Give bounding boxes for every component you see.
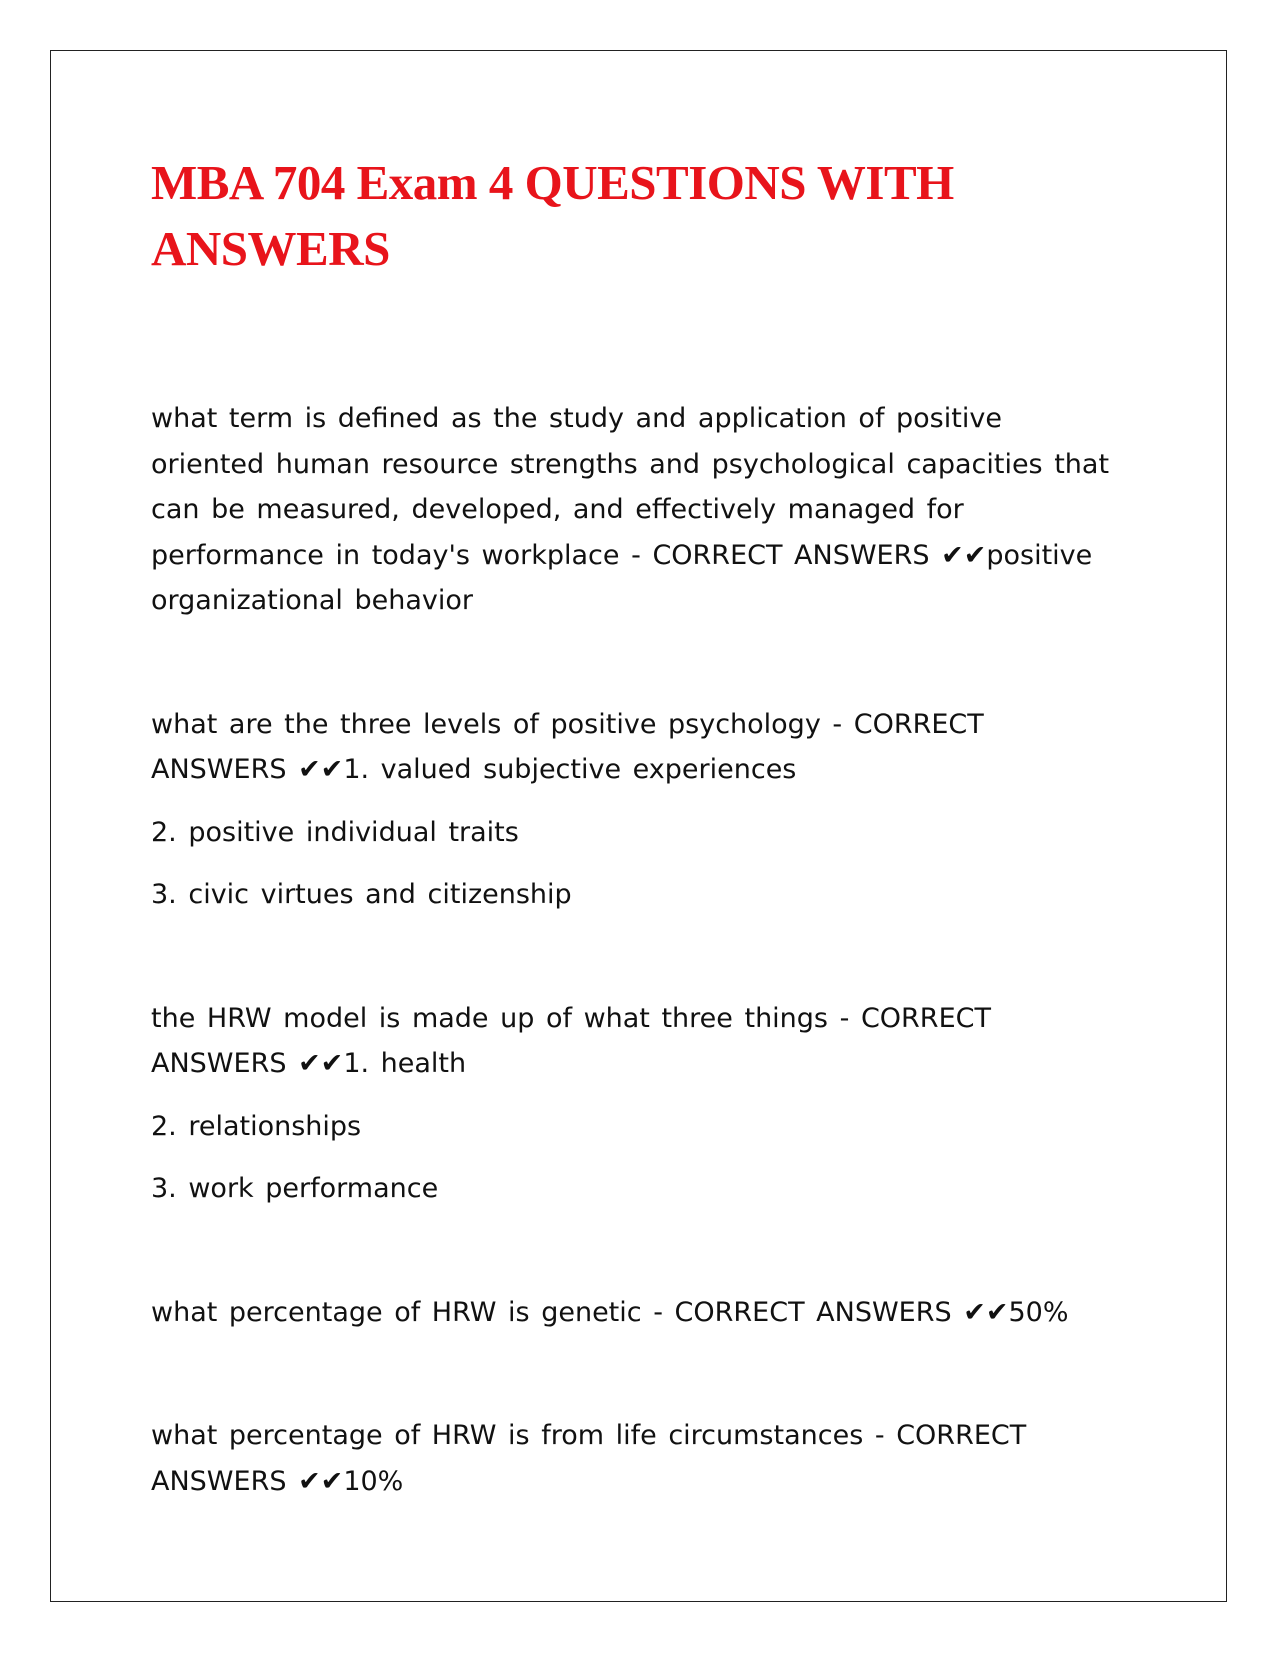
double-check-icon: ✔✔	[298, 1048, 344, 1079]
qa-item	[151, 996, 1117, 1212]
question: what are the three levels of positive psychology	[151, 708, 821, 740]
document-title: MBA 704 Exam 4 QUESTIONS WITH ANSWERS	[151, 155, 954, 276]
question-text: what are the three levels of positive psychology - CORRECT ANSWERS ✔✔1. valued subjective experiences	[151, 708, 984, 785]
answer: positive organizational behavior	[151, 539, 1093, 616]
question: what percentage of HRW is genetic	[151, 1296, 642, 1328]
answer-marker: CORRECT ANSWERS	[151, 1420, 1027, 1497]
answer: 10%	[343, 1465, 404, 1497]
qa-item	[151, 1413, 1117, 1504]
qa-item	[151, 1290, 1117, 1336]
double-check-icon: ✔✔	[941, 539, 987, 571]
double-check-icon: ✔✔	[963, 1296, 1009, 1328]
double-check-icon: ✔✔	[298, 754, 344, 785]
answer-line: 3. work performance	[151, 1173, 439, 1204]
qa-item	[151, 702, 1117, 918]
qa-list	[151, 396, 1117, 1504]
answer: 1. health	[343, 1048, 467, 1079]
question-text: the HRW model is made up of what three things - CORRECT ANSWERS ✔✔1. health	[151, 1002, 991, 1079]
question: what percentage of HRW is from life circumstances	[151, 1420, 864, 1451]
question-text: what percentage of HRW is from life circumstances - CORRECT ANSWERS ✔✔10%	[151, 1420, 1027, 1497]
qa-item	[151, 396, 1117, 624]
answer-marker: CORRECT ANSWERS	[674, 1296, 952, 1328]
answer-marker: CORRECT ANSWERS	[151, 1002, 991, 1079]
double-check-icon: ✔✔	[298, 1465, 344, 1497]
document-content	[151, 150, 1117, 1582]
question-text: what term is defined as the study and application of positive oriented human resource strengths and psychological capacities that can be measured, developed, and effectively managed for performance in today's workplace - CORRECT ANSWERS ✔✔positive organizational behavior	[151, 403, 1110, 616]
question-text: what percentage of HRW is genetic - CORRECT ANSWERS ✔✔50%	[151, 1296, 1069, 1328]
answer-line: 2. relationships	[151, 1110, 362, 1142]
answer-marker: CORRECT ANSWERS	[652, 539, 930, 571]
question: the HRW model is made up of what three things	[151, 1002, 829, 1034]
answer: 1. valued subjective experiences	[343, 754, 797, 785]
question: what term is defined as the study and application of positive oriented human resource strengths and psychological capacities that can be measured, developed, and effectively managed for performance in today's workplace	[151, 403, 1110, 571]
answer-line: 2. positive individual traits	[151, 816, 519, 848]
answer: 50%	[1008, 1296, 1069, 1328]
answer-line: 3. civic virtues and citizenship	[151, 879, 572, 910]
answer-marker: CORRECT ANSWERS	[151, 708, 984, 785]
